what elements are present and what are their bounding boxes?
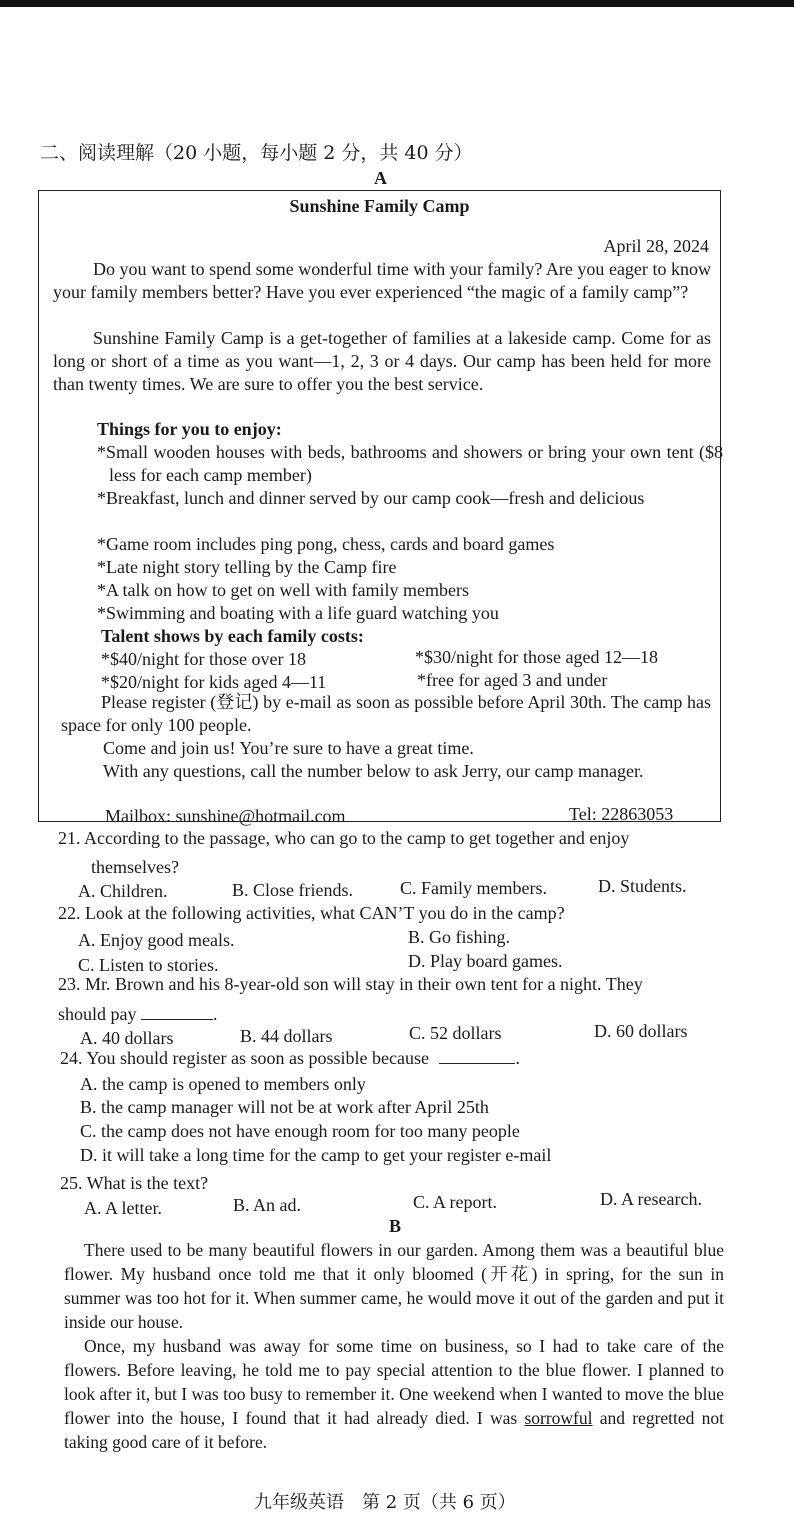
passage-a-box — [38, 190, 723, 826]
question-23-option-a[interactable]: A. 40 dollars — [80, 1028, 174, 1048]
enjoy-item: *Swimming and boating with a life guard watching you — [97, 603, 499, 623]
passage-a-title: Sunshine Family Camp — [289, 196, 470, 216]
enjoy-item: *Breakfast, lunch and dinner served by our camp cook—fresh and delicious — [97, 488, 645, 508]
question-23-stem-text: should pay — [58, 1004, 137, 1024]
question-21-option-d[interactable]: D. Students. — [598, 876, 687, 896]
question-24-option-c[interactable]: C. the camp does not have enough room for too many people — [80, 1121, 520, 1141]
question-25-option-a[interactable]: A. A letter. — [84, 1198, 162, 1218]
cost-item: *$20/night for kids aged 4—11 — [101, 672, 327, 692]
question-22-option-a[interactable]: A. Enjoy good meals. — [78, 930, 235, 950]
cost-item: *$30/night for those aged 12—18 — [415, 647, 658, 667]
enjoy-item: *Game room includes ping pong, chess, cards and board games — [97, 534, 555, 554]
enjoy-heading: Things for you to enjoy: — [97, 419, 282, 439]
page-footer: 九年级英语 第 2 页（共 6 页） — [254, 1492, 516, 1513]
question-22-option-d[interactable]: D. Play board games. — [408, 951, 563, 971]
question-23-stem-cont — [58, 1003, 218, 1026]
passage-a-label: A — [374, 168, 387, 188]
question-25-stem: 25. What is the text? — [60, 1173, 209, 1193]
question-23-stem: 23. Mr. Brown and his 8-year-old son will stay in their own tent for a night. They — [58, 974, 643, 994]
question-22-stem: 22. Look at the following activities, what CAN’T you do in the camp? — [58, 903, 565, 923]
passage-b-paragraph-1: There used to be many beautiful flowers in our garden. Among them was a beautiful blue flower. My husband once told me that it only bloomed (开花) in spring, for the sun in summer was too hot for it. When summer came, he would move it out of the garden and put it inside our house. — [64, 1240, 724, 1332]
enjoy-item: *Small wooden houses with beds, bathrooms and showers or bring your own tent ($8 less for each camp member) — [97, 442, 723, 485]
passage-b-label: B — [389, 1216, 402, 1236]
question-21-option-c[interactable]: C. Family members. — [400, 878, 547, 898]
answer-blank — [439, 1049, 515, 1064]
cost-item: *$40/night for those over 18 — [101, 649, 306, 669]
period: . — [213, 1004, 218, 1024]
section-title: 二、阅读理解（20 小题，每小题 2 分，共 40 分） — [40, 142, 473, 164]
question-24-option-d[interactable]: D. it will take a long time for the camp to get your register e-mail — [80, 1145, 552, 1165]
question-23-option-b[interactable]: B. 44 dollars — [240, 1026, 333, 1046]
period: . — [515, 1048, 520, 1068]
question-22-option-c[interactable]: C. Listen to stories. — [78, 955, 219, 975]
question-23-option-c[interactable]: C. 52 dollars — [409, 1023, 502, 1043]
question-25-option-d[interactable]: D. A research. — [600, 1189, 702, 1209]
question-24-stem-line — [60, 1047, 520, 1070]
question-24-stem: 24. You should register as soon as possible because — [60, 1048, 429, 1068]
cost-item: *free for aged 3 and under — [417, 670, 608, 690]
mailbox: Mailbox: sunshine@hotmail.com — [105, 806, 346, 826]
question-25-option-c[interactable]: C. A report. — [413, 1192, 497, 1212]
passage-b-p2-part-2: and regretted not taking good care of it before. — [64, 1408, 725, 1452]
costs-heading: Talent shows by each family costs: — [101, 626, 364, 646]
join-text: Come and join us! You’re sure to have a great time. — [103, 738, 474, 758]
underlined-word: sorrowful — [524, 1408, 593, 1428]
question-24-option-a[interactable]: A. the camp is opened to members only — [80, 1074, 366, 1094]
question-24-option-b[interactable]: B. the camp manager will not be at work after April 25th — [80, 1097, 489, 1117]
questions-text: With any questions, call the number below to ask Jerry, our camp manager. — [103, 761, 644, 781]
passage-a-paragraph-2: Sunshine Family Camp is a get-together of families at a lakeside camp. Come for as long or short of a time as you want—1, 2, 3 or 4 days. Our camp has been held for more than twenty times. We are sure to offer you the best service. — [53, 328, 711, 394]
telephone: Tel: 22863053 — [569, 804, 674, 824]
passage-b-paragraph-2 — [64, 1334, 724, 1454]
enjoy-item: *A talk on how to get on well with family members — [97, 580, 469, 600]
question-21-stem: 21. According to the passage, who can go to the camp to get together and enjoy — [58, 828, 630, 848]
enjoy-item: *Late night story telling by the Camp fire — [97, 557, 397, 577]
question-23-option-d[interactable]: D. 60 dollars — [594, 1021, 688, 1041]
question-21-option-a[interactable]: A. Children. — [78, 881, 168, 901]
answer-blank — [141, 1005, 213, 1020]
question-21-option-b[interactable]: B. Close friends. — [232, 880, 353, 900]
passage-b-p2-part-1: Once, my husband was away for some time on business, so I had to take care of the flowers. Before leaving, he told me to pay special attention to the blue flower. I planned to look after it, but I was too busy to remember it. One weekend when I wanted to move the blue flower into the house, I found that it had already died. I was — [64, 1336, 724, 1428]
question-22-option-b[interactable]: B. Go fishing. — [408, 927, 511, 947]
passage-a-paragraph-1: Do you want to spend some wonderful time with your family? Are you eager to know your family members better? Have you ever experienced “the magic of a family camp”? — [53, 259, 711, 302]
top-edge-bar — [0, 0, 794, 7]
question-21-stem-cont: themselves? — [91, 857, 179, 877]
question-25-option-b[interactable]: B. An ad. — [233, 1195, 302, 1215]
passage-a-date: April 28, 2024 — [603, 236, 709, 256]
register-text: Please register (登记) by e-mail as soon as possible before April 30th. The camp has space for only 100 people. — [61, 692, 711, 735]
